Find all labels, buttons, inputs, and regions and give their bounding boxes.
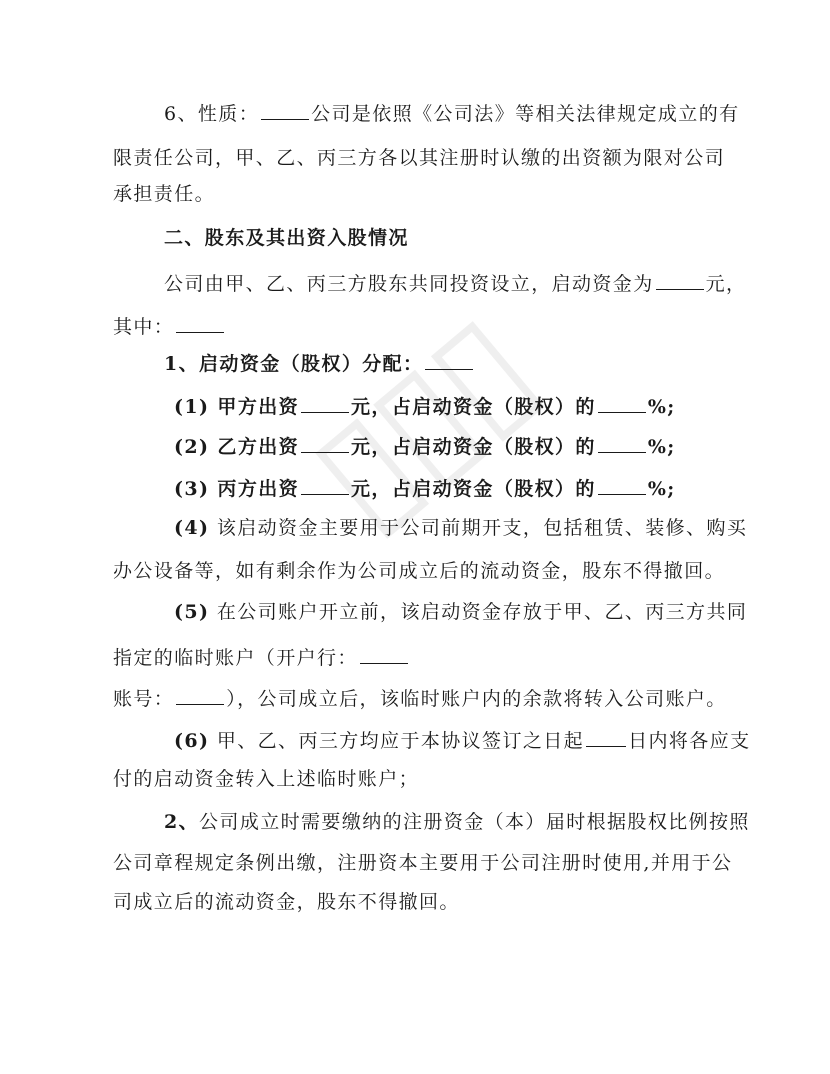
paragraph-5-line1 (174, 600, 747, 624)
bank-label: 指定的临时账户（开户行： (113, 647, 358, 669)
paragraph-6-text-b: 日内将各应支 (628, 730, 751, 752)
paragraph-4-text: 该启动资金主要用于公司前期开支，包括租赁、装修、购买 (216, 517, 748, 539)
share-text: 元，占启动资金（股权）的 (351, 478, 596, 500)
allocation-heading (164, 350, 475, 376)
blank-allocation (425, 350, 473, 370)
item-number: (2) (174, 436, 210, 458)
section-heading: 二、股东及其出资入股情况 (164, 227, 409, 249)
investment-unit: 元， (705, 273, 747, 295)
blank-amount (301, 433, 349, 453)
percent-sign: %; (647, 396, 676, 418)
blank-company-name (261, 100, 309, 120)
paragraph-investment-line1 (164, 270, 746, 296)
paragraph-investment-line2 (113, 313, 226, 339)
paragraph-nature-line3: 承担责任。 (113, 183, 216, 205)
item-number: (4) (174, 517, 210, 539)
share-text: 元，占启动资金（股权）的 (351, 396, 596, 418)
party-label: 甲方出资 (217, 396, 300, 418)
allocation-item-c (174, 475, 676, 501)
blank-startup-amount (656, 270, 704, 290)
paragraph-nature-line2: 限责任公司，甲、乙、丙三方各以其注册时认缴的出资额为限对公司 (113, 147, 726, 169)
blank-account (176, 685, 224, 705)
blank-among (176, 313, 224, 333)
blank-days (586, 727, 626, 747)
paragraph-5-text: 在公司账户开立前，该启动资金存放于甲、乙、丙三方共同 (216, 601, 748, 623)
paragraph-registered-line1 (164, 810, 750, 834)
item-number: (3) (174, 478, 210, 500)
item-number: (5) (174, 601, 210, 623)
party-label: 丙方出资 (217, 478, 300, 500)
blank-percent (598, 393, 646, 413)
item-number: 2、 (164, 811, 200, 833)
percent-sign: %; (647, 436, 676, 458)
account-label: 账号： (113, 688, 175, 710)
item-number: (1) (174, 396, 210, 418)
nature-label: 性质： (197, 103, 260, 125)
item-number: (6) (174, 730, 210, 752)
percent-sign: %; (647, 478, 676, 500)
paragraph-registered-line3: 司成立后的流动资金，股东不得撤回。 (113, 891, 460, 913)
paragraph-6-text: 甲、乙、丙三方均应于本协议签订之日起 (216, 730, 585, 752)
nature-text: 公司是依照《公司法》等相关法律规定成立的有 (311, 103, 740, 125)
paragraph-6-line2: 付的启动资金转入上述临时账户； (113, 768, 420, 790)
paragraph-registered-line2: 公司章程规定条例出缴，注册资本主要用于公司注册时使用,并用于公 (113, 852, 733, 874)
blank-percent (598, 433, 646, 453)
item-number: 6、 (164, 103, 198, 125)
allocation-item-b (174, 433, 676, 459)
among-label: 其中： (113, 316, 175, 338)
blank-percent (598, 475, 646, 495)
share-text: 元，占启动资金（股权）的 (351, 436, 596, 458)
paragraph-5-line2 (113, 644, 410, 670)
paragraph-5-line3 (113, 685, 727, 711)
allocation-item-a (174, 393, 676, 419)
paragraph-4-line2: 办公设备等，如有剩余作为公司成立后的流动资金，股东不得撤回。 (113, 560, 726, 582)
allocation-heading-text: 1、启动资金（股权）分配： (164, 353, 424, 375)
registered-text: 公司成立时需要缴纳的注册资金（本）届时根据股权比例按照 (199, 811, 750, 833)
blank-bank (360, 644, 408, 664)
party-label: 乙方出资 (217, 436, 300, 458)
investment-text: 公司由甲、乙、丙三方股东共同投资设立，启动资金为 (164, 273, 654, 295)
account-text: ），公司成立后，该临时账户内的余款将转入公司账户。 (226, 688, 727, 710)
paragraph-4-line1 (174, 516, 747, 540)
paragraph-nature-line1 (164, 100, 740, 126)
paragraph-6-line1 (174, 727, 750, 753)
blank-amount (301, 475, 349, 495)
blank-amount (301, 393, 349, 413)
